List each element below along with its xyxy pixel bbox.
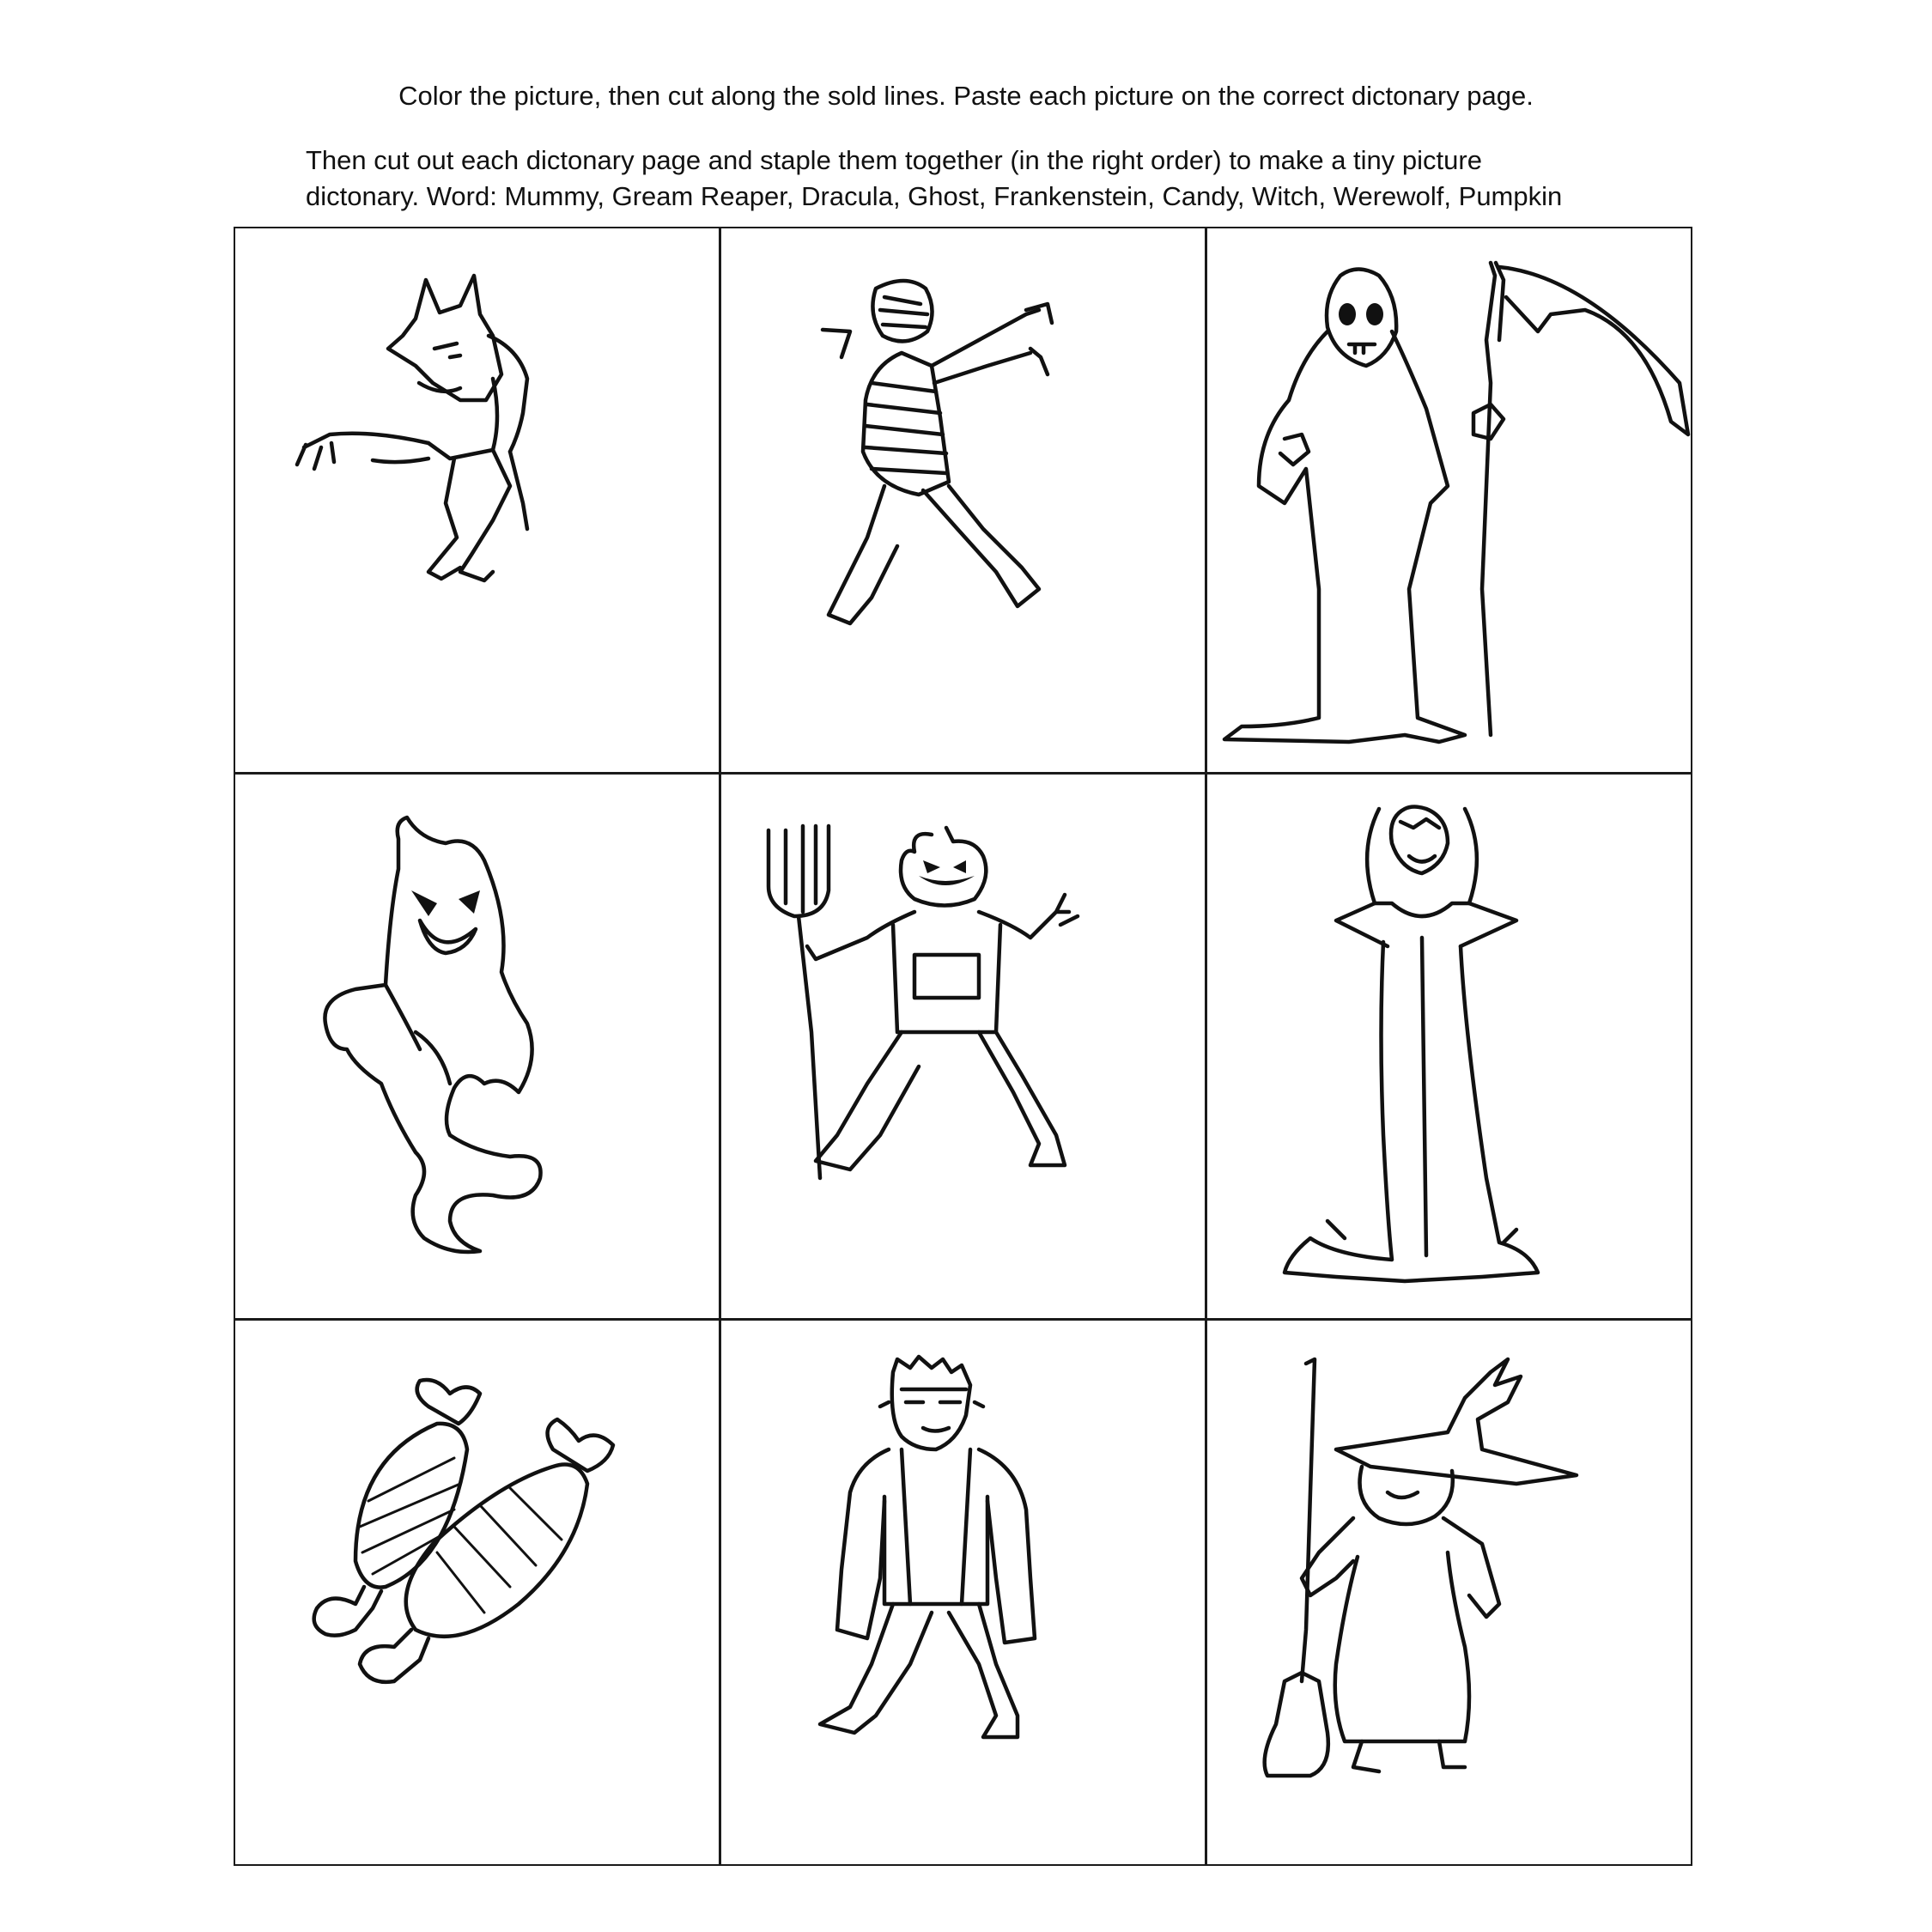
instruction-line-2: Then cut out each dictonary page and staple them together (in the right order) to make a tiny picture [306,145,1482,175]
instruction-line-3: dictonary. Word: Mummy, Gream Reaper, Dracula, Ghost, Frankenstein, Candy, Witch, Werewolf, Pumpkin [306,181,1563,211]
card-frankenstein[interactable] [720,1319,1206,1866]
instructions-block [306,143,1765,215]
card-ghost[interactable] [234,773,720,1320]
ghost-icon [235,775,719,1318]
frankenstein-icon [721,1321,1205,1864]
grim-reaper-icon [1207,228,1691,772]
card-werewolf[interactable] [234,227,720,774]
witch-icon [1207,1321,1691,1864]
pumpkin-head-scarecrow-icon [721,775,1205,1318]
candy-icon [235,1321,719,1864]
card-witch[interactable] [1206,1319,1692,1866]
dracula-icon [1207,775,1691,1318]
mummy-icon [721,228,1205,772]
card-candy[interactable] [234,1319,720,1866]
werewolf-icon [235,228,719,772]
instruction-line-1: Color the picture, then cut along the sold lines. Paste each picture on the correct dictonary page. [398,81,1534,111]
card-grim-reaper[interactable] [1206,227,1692,774]
card-dracula[interactable] [1206,773,1692,1320]
card-mummy[interactable] [720,227,1206,774]
card-pumpkin-scarecrow[interactable] [720,773,1206,1320]
